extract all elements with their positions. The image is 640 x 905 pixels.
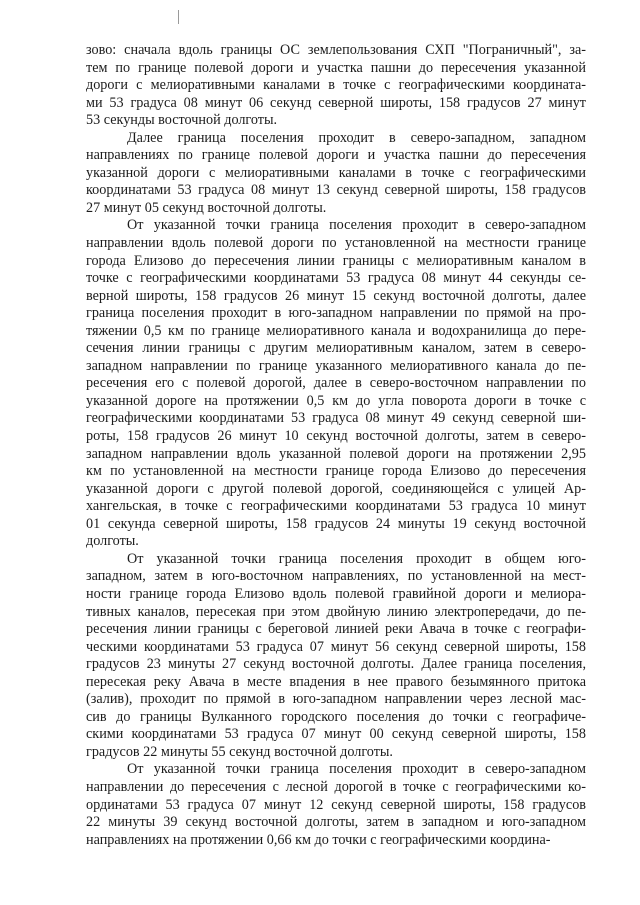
text-line: долготы. [86,533,139,550]
text-line: ординатами 53 градуса 07 минут 12 секунд северной широты, 158 градусов [86,796,586,813]
text-line: Далее граница поселения проходит в северо-западном, западном [127,129,586,146]
text-line: От указанной точки граница поселения проходит в общем юго- [127,550,586,567]
text-line: ресечения его с полевой дорогой, далее в северо-восточном направлении по [86,375,586,392]
text-line: км по установленной на местности границе города Елизово до пересечения [86,463,586,480]
text-line: градусов 22 минуты 55 секунд восточной долготы. [86,743,393,760]
document-paragraph [86,42,586,130]
text-line: сив до границы Вулканного городского поселения до точки с географиче- [86,708,586,725]
document-paragraph [86,551,586,762]
text-line: 01 секунда северной широты, 158 градусов 24 минуты 19 секунд восточной [86,515,586,532]
text-line: 27 минут 05 секунд восточной долготы. [86,199,327,216]
text-line: ческими координатами 53 градуса 07 минут 56 секунд северной широты, 158 [86,638,586,655]
text-line: указанной дороги с мелиоративными каналами в точке с географическими [86,164,586,181]
text-line: направлениях по границе полевой дороги и участка пашни до пересечения [86,147,586,164]
text-line: От указанной точки граница поселения проходит в северо-западном [127,217,586,234]
text-line: От указанной точки граница поселения проходит в северо-западном [127,761,586,778]
text-line: скими координатами 53 градуса 07 минут 00 секунд северной широты, 158 [86,726,586,743]
text-line: указанной дороги с другой полевой дорогой, соединяющейся с улицей Ар- [86,480,586,497]
scan-artifact-mark [178,10,179,24]
text-line: направлении до пересечения с лесной дорогой в точке с географическими ко- [86,778,586,795]
text-line: 53 секунды восточной долготы. [86,112,278,129]
text-line: города Елизово до пересечения линии границы с мелиоративным каналом в [86,252,586,269]
text-line: западном направлении по границе указанного мелиоративного канала до пе- [86,357,586,374]
text-line: 22 минуты 39 секунд восточной долготы, затем в западном и юго-западном [86,814,586,831]
document-body [86,42,586,849]
text-line: западном, затем в юго-восточном направлениях, по установленной на мест- [86,568,586,585]
text-line: ми 53 градуса 08 минут 06 секунд северной широты, 158 градусов 27 минут [86,94,586,111]
text-line: тивных каналов, пересекая при этом двойную линию электропередачи, до пе- [86,603,586,620]
text-line: ности границе города Елизово вдоль полевой гравийной дороги и мелиора- [86,585,586,602]
text-line: координатами 53 градуса 08 минут 13 секунд северной широты, 158 градусов [86,182,586,199]
text-line: географическими координатами 53 градуса 08 минут 49 секунд северной ши- [86,410,586,427]
text-line: граница поселения проходит в юго-западном направлении по прямой на про- [86,305,586,322]
text-line: сечения линии границы с другим мелиоративным каналом, затем в северо- [86,340,586,357]
text-line: (залив), проходит по прямой в юго-западном направлении через лесной мас- [86,691,586,708]
text-line: точке с географическими координатами 53 градуса 08 минут 44 секунды се- [86,270,586,287]
text-line: дороги с мелиоративными каналами в точке с географическими координата- [86,77,586,94]
text-line: ресечения линии границы с береговой линией реки Авача в точке с географи- [86,621,586,638]
document-paragraph [86,130,586,218]
text-line: хангельская, в точке с географическими координатами 53 градуса 10 минут [86,498,586,515]
text-line: направлении вдоль полевой дороги по установленной на местности границе [86,235,586,252]
text-line: роты, 158 градусов 26 минут 10 секунд восточной долготы, затем в северо- [86,428,586,445]
text-line: верной широты, 158 градусов 26 минут 15 секунд восточной долготы, далее [86,287,586,304]
text-line: пересекая реку Авача в месте впадения в нее правого безымянного притока [86,673,586,690]
document-paragraph [86,761,586,849]
text-line: градусов 23 минуты 27 секунд восточной долготы. Далее граница поселения, [86,656,586,673]
text-line: указанной дороге на протяжении 0,5 км до угла поворота дороги в точке с [86,392,586,409]
document-paragraph [86,217,586,550]
text-line: тяжении 0,5 км по границе мелиоративного канала и водохранилища до пере- [86,322,586,339]
text-line: направлениях на протяжении 0,66 км до точки с географическими координа- [86,831,551,848]
text-line: тем по границе полевой дороги и участка пашни до пересечения указанной [86,59,586,76]
text-line: зово: сначала вдоль границы ОС землепользования СХП "Пограничный", за- [86,42,586,58]
text-line: западном направлении вдоль указанной полевой дороги на протяжении 2,95 [86,445,586,462]
